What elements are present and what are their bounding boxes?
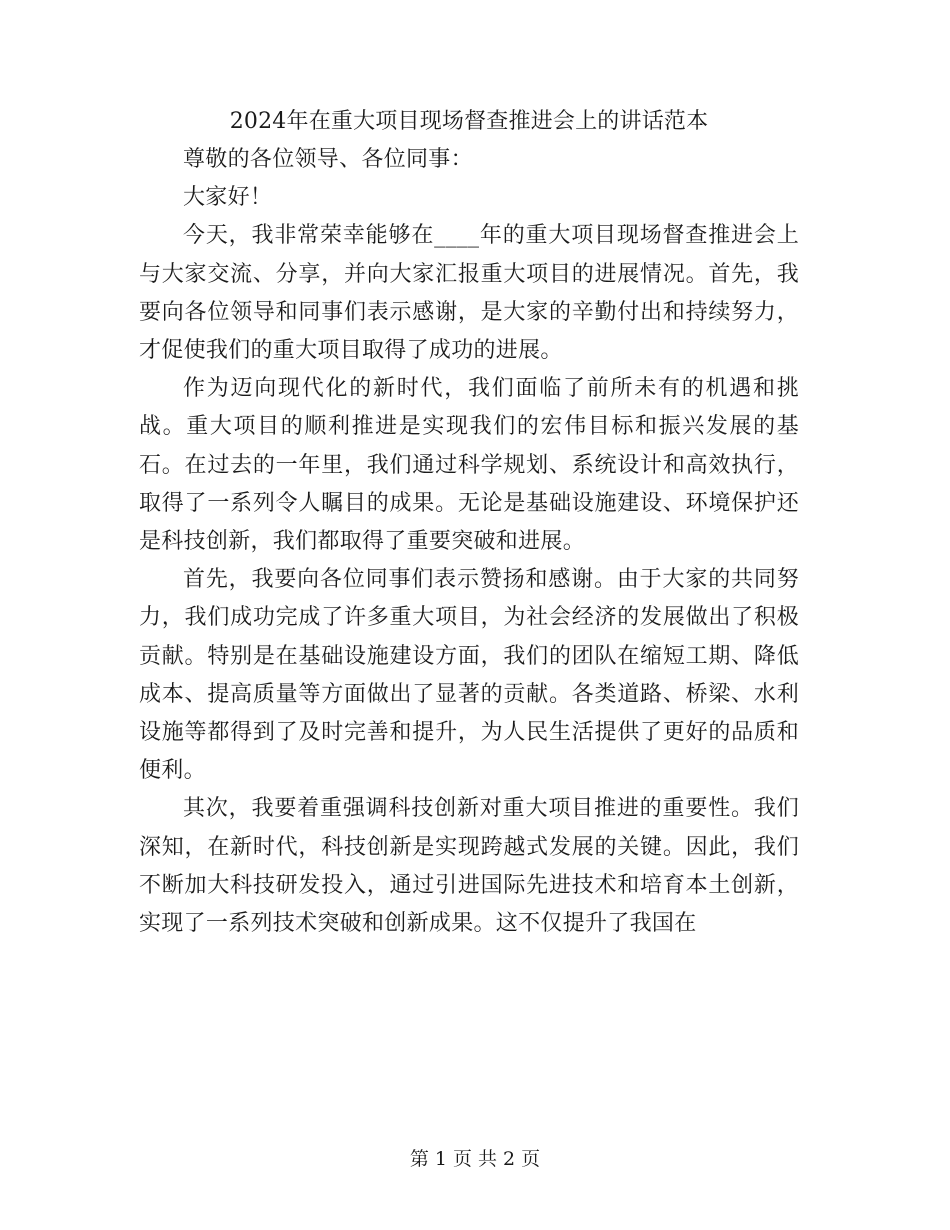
page-number-footer: 第 1 页 共 2 页 <box>409 1148 541 1170</box>
document-title: 2024年在重大项目现场督查推进会上的讲话范本 <box>229 109 709 134</box>
body-paragraph: 今天，我非常荣幸能够在____年的重大项目现场督查推进会上与大家交流、分享，并向大家汇报重大项目的进展情况。首先，我要向各位领导和同事们表示感谢，是大家的辛勤付出和持续努力，才促使我们的重大项目取得了成功的进展。 <box>139 223 799 364</box>
body-paragraph: 其次，我要着重强调科技创新对重大项目推进的重要性。我们深知，在新时代，科技创新是实现跨越式发展的关键。因此，我们不断加大科技研发投入，通过引进国际先进技术和培育本土创新，实现了一系列技术突破和创新成果。这不仅提升了我国在 <box>139 796 799 937</box>
salutation-line: 大家好！ <box>183 185 273 211</box>
greeting-line: 尊敬的各位领导、各位同事： <box>183 147 473 172</box>
body-paragraph: 首先，我要向各位同事们表示赞扬和感谢。由于大家的共同努力，我们成功完成了许多重大项目，为社会经济的发展做出了积极贡献。特别是在基础设施建设方面，我们的团队在缩短工期、降低成本、提高质量等方面做出了显著的贡献。各类道路、桥梁、水利设施等都得到了及时完善和提升，为人民生活提供了更好的品质和便利。 <box>139 567 799 784</box>
body-paragraph: 作为迈向现代化的新时代，我们面临了前所未有的机遇和挑战。重大项目的顺利推进是实现我们的宏伟目标和振兴发展的基石。在过去的一年里，我们通过科学规划、系统设计和高效执行，取得了一系列令人瞩目的成果。无论是基础设施建设、环境保护还是科技创新，我们都取得了重要突破和进展。 <box>139 376 799 555</box>
document-body <box>139 103 799 943</box>
